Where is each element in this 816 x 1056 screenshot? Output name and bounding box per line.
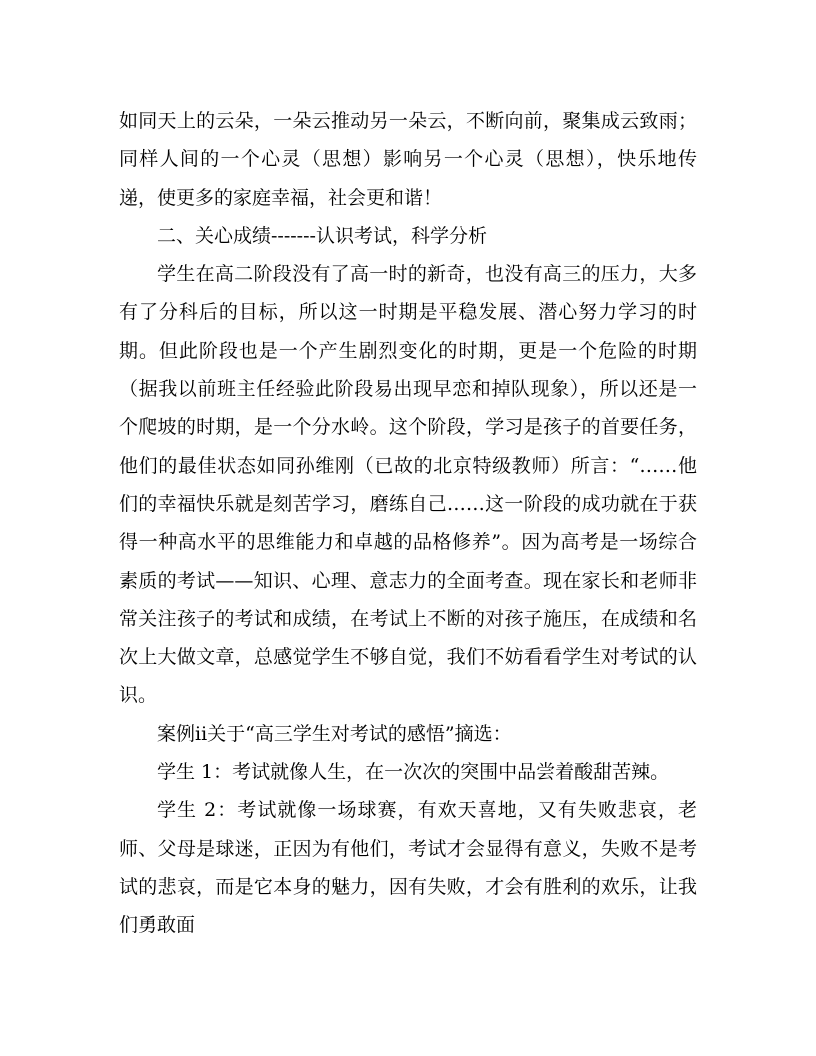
document-body <box>119 102 697 945</box>
student-quote-2: 学生 2：考试就像一场球赛，有欢天喜地，又有失败悲哀，老师、父母是球迷，正因为有他们，考试才会显得有意义，失败不是考试的悲哀，而是它本身的魅力，因有失败，才会有胜利的欢乐，让我们勇敢面 <box>119 799 697 937</box>
paragraph-cloud-metaphor: 如同天上的云朵，一朵云推动另一朵云，不断向前，聚集成云致雨；同样人间的一个心灵（思想）影响另一个心灵（思想），快乐地传递，使更多的家庭幸福，社会更和谐！ <box>119 110 697 209</box>
student-quote-1: 学生 1：考试就像人生，在一次次的突围中品尝着酸甜苦辣。 <box>157 761 670 784</box>
section-heading: 二、关心成绩-------认识考试，科学分析 <box>157 224 487 247</box>
case-heading: 案例ⅱ关于“高三学生对考试的感悟”摘选： <box>157 722 512 745</box>
paragraph-grade-two-stage: 学生在高二阶段没有了高一时的新奇，也没有高三的压力，大多有了分科后的目标，所以这一时期是平稳发展、潜心努力学习的时期。但此阶段也是一个产生剧烈变化的时期，更是一个危险的时期（据我以前班主任经验此阶段易出现早恋和掉队现象），所以还是一个爬坡的时期，是一个分水岭。这个阶段，学习是孩子的首要任务，他们的最佳状态如同孙维刚（已故的北京特级教师）所言：“……他们的幸福快乐就是刻苦学习，磨练自己……这一阶段的成功就在于获得一种高水平的思维能力和卓越的品格修养”。因为高考是一场综合素质的考试——知识、心理、意志力的全面考查。现在家长和老师非常关注孩子的考试和成绩，在考试上不断的对孩子施压，在成绩和名次上大做文章，总感觉学生不够自觉，我们不妨看看学生对考试的认识。 <box>119 263 697 707</box>
